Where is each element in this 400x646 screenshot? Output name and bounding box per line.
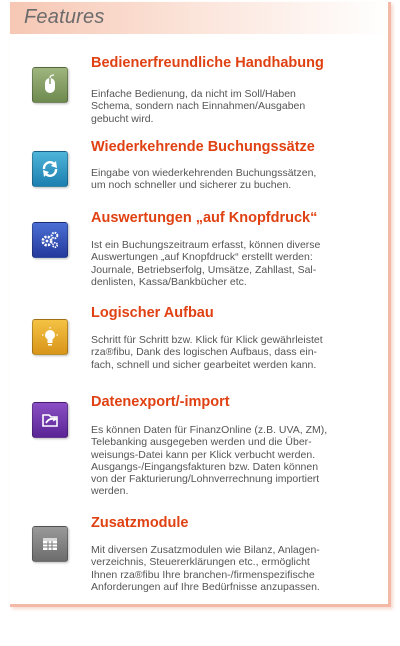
feature-title: Datenexport/-import (91, 394, 230, 410)
description-line: Schritt für Schritt bzw. Klick für Klick gewährleistet (91, 334, 323, 346)
description-line: Auswertungen „auf Knopfdruck“ erstellt werden: (91, 251, 313, 264)
description-line: werden. (91, 485, 129, 498)
description-line: Eingabe von wiederkehrenden Buchungssätzen, (91, 167, 317, 179)
description-line: Ausgangs-/Eingangsfakturen bzw. Daten können (91, 460, 319, 473)
export-icon (32, 402, 68, 438)
table-icon (32, 526, 68, 562)
feature-title: Auswertungen „auf Knopfdruck“ (91, 210, 318, 226)
description-line: Telebanking ausgegeben werden und die Über- (91, 436, 312, 449)
description-line: Mit diversen Zusatzmodulen wie Bilanz, Anlagen- (91, 544, 320, 556)
refresh-icon (32, 151, 68, 187)
description-line: weisungs-Datei kann per Klick verbucht werden. (91, 448, 316, 461)
mouse-icon (32, 67, 68, 103)
gears-icon (32, 222, 68, 258)
description-line: gebucht wird. (91, 112, 154, 125)
description-line: Einfache Bedienung, da nicht im Soll/Haben (91, 88, 296, 100)
description-line: Es können Daten für FinanzOnline (z.B. UVA, ZM), (91, 424, 328, 436)
description-line: denlisten, Kassa/Bankbücher etc. (91, 275, 247, 288)
description-line: fach, schnell und sicher gearbeitet werden kann. (91, 358, 317, 371)
description-line: Anforderungen auf Ihre Bedürfnisse anzupassen. (91, 580, 320, 593)
feature-description (91, 544, 377, 593)
page-title: Features (24, 6, 105, 28)
feature-title: Bedienerfreundliche Handhabung (91, 55, 324, 71)
description-line: von der Fakturierung/Lohnverrechnung importiert (91, 473, 320, 486)
lightbulb-icon (32, 319, 68, 355)
feature-title: Wiederkehrende Buchungssätze (91, 139, 315, 155)
description-line: Ist ein Buchungszeitraum erfasst, können diverse (91, 239, 321, 251)
feature-description (91, 424, 377, 498)
feature-description (91, 88, 377, 125)
description-line: Ihnen rza®fibu Ihre branchen-/firmenspezifische (91, 568, 315, 581)
description-line: Schema, sondern nach Einnahmen/Ausgaben (91, 100, 306, 113)
description-line: rza®fibu, Dank des logischen Aufbaus, dass ein- (91, 346, 318, 359)
description-line: Journale, Betriebserfolg, Umsätze, Zahllast, Sal- (91, 263, 317, 276)
feature-description (91, 334, 377, 371)
description-line: verzeichnis, Steuererklärungen etc., ermöglicht (91, 556, 310, 569)
features-panel (10, 2, 391, 607)
feature-description (91, 239, 377, 288)
feature-description (91, 167, 377, 192)
feature-title: Logischer Aufbau (91, 305, 214, 321)
description-line: um noch schneller und sicherer zu buchen. (91, 179, 292, 192)
feature-title: Zusatzmodule (91, 515, 189, 531)
features-header (10, 2, 388, 34)
